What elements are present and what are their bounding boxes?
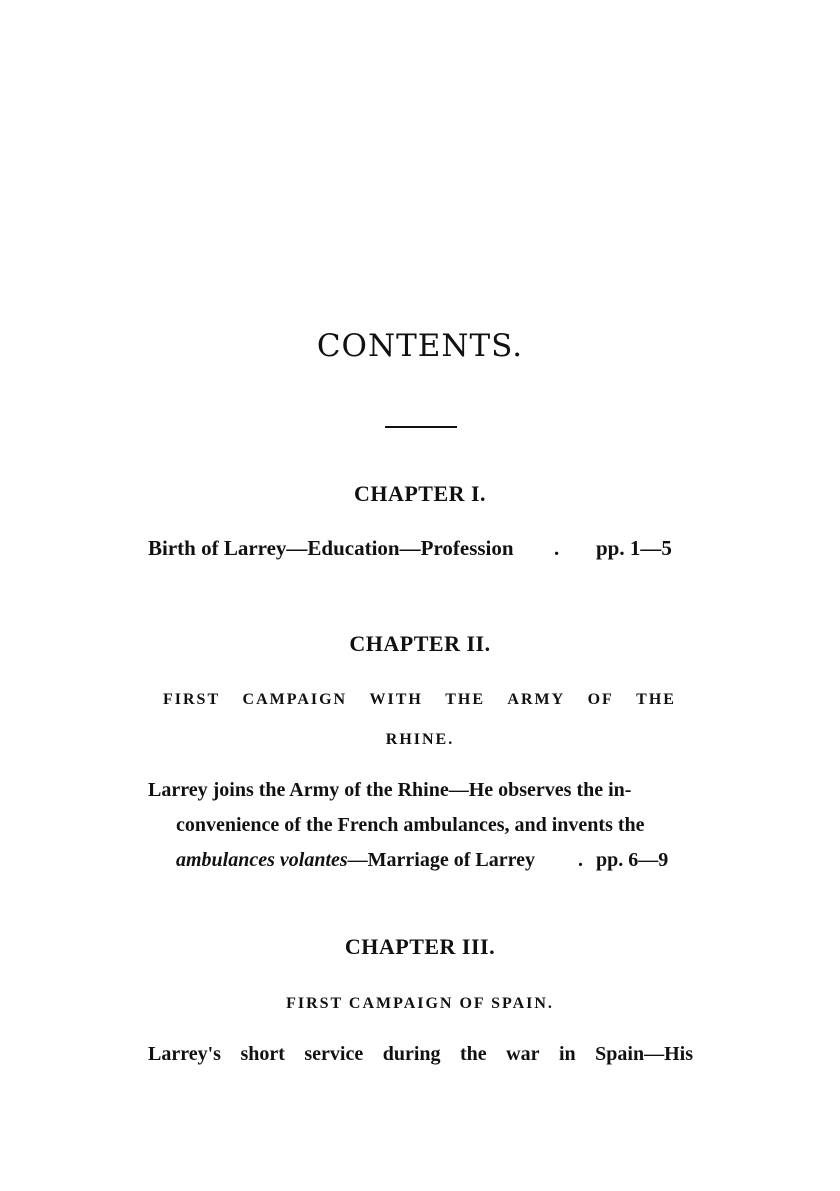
chapter-2-summary-line-3 — [176, 849, 535, 872]
campaign-word: FIRST — [163, 691, 221, 708]
marriage-phrase: —Marriage of Larrey — [347, 849, 536, 871]
chapter-2-campaign-title-line2: RHINE. — [385, 731, 455, 748]
summary-word: short — [240, 1043, 285, 1065]
chapter-2-pages: pp. 6—9 — [596, 849, 669, 871]
campaign-word: ARMY — [507, 691, 566, 708]
chapter-3-summary-line-1 — [148, 1043, 693, 1066]
campaign-word: CAMPAIGN — [242, 691, 348, 708]
chapter-2-summary-line-1: Larrey joins the Army of the Rhine—He observes the in- — [148, 779, 632, 801]
ambulances-volantes-phrase: ambulances volantes — [176, 849, 348, 871]
summary-word: Larrey's — [148, 1043, 221, 1065]
summary-word: the — [460, 1043, 487, 1065]
campaign-word: THE — [445, 691, 486, 708]
summary-word: war — [506, 1043, 540, 1065]
chapter-2-leader: . — [578, 849, 583, 871]
campaign-word: WITH — [369, 691, 423, 708]
summary-word: Spain—His — [595, 1043, 693, 1065]
summary-word: during — [382, 1043, 441, 1065]
page-title: CONTENTS. — [316, 328, 524, 364]
chapter-1-summary: Birth of Larrey—Education—Profession — [148, 536, 514, 560]
title-rule — [385, 426, 457, 428]
chapter-2-heading: CHAPTER II. — [349, 631, 491, 656]
campaign-word: OF — [587, 691, 614, 708]
chapter-3-heading: CHAPTER III. — [344, 934, 496, 959]
chapter-1-heading: CHAPTER I. — [353, 481, 487, 506]
chapter-2-campaign-title — [163, 691, 676, 709]
chapter-3-campaign-title: FIRST CAMPAIGN OF SPAIN. — [286, 995, 554, 1012]
chapter-2-summary-line-2: convenience of the French ambulances, and invents the — [176, 814, 645, 836]
summary-word: in — [558, 1043, 576, 1065]
chapter-1-pages: pp. 1—5 — [596, 536, 672, 560]
campaign-word: THE — [636, 691, 676, 708]
summary-word: service — [304, 1043, 364, 1065]
chapter-1-leader: . — [554, 536, 560, 560]
